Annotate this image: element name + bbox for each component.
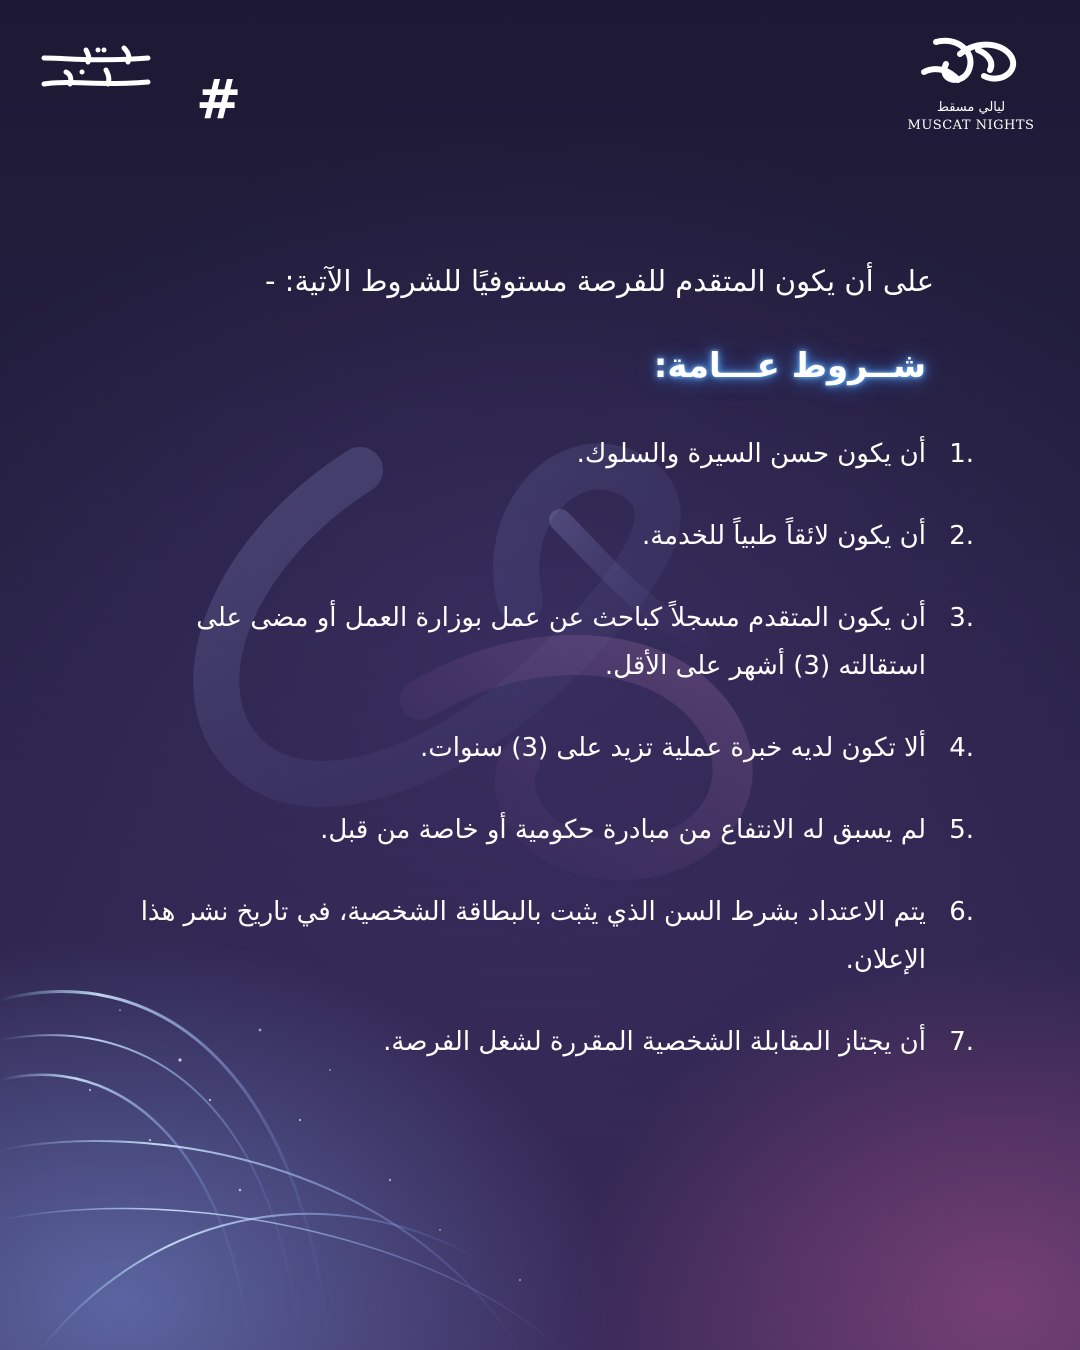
- conditions-list: [110, 430, 974, 1066]
- hashtag-logo: [36, 38, 242, 131]
- list-item-number: 1.: [949, 439, 974, 469]
- intro-text: على أن يكون المتقدم للفرصة مستوفيًا للشروط الآتية: -: [265, 264, 934, 298]
- list-item: [110, 594, 974, 690]
- list-item-text: أن يكون لائقاً طبياً للخدمة.: [641, 521, 926, 551]
- list-item: [110, 806, 974, 854]
- muscat-nights-emblem-icon: [916, 32, 1026, 96]
- list-item-text: لم يسبق له الانتفاع من مبادرة حكومية أو خاصة من قبل.: [320, 815, 926, 845]
- list-item-text: أن يجتاز المقابلة الشخصية المقررة لشغل الفرصة.: [383, 1027, 926, 1057]
- list-item: [110, 430, 974, 478]
- list-item-text: يتم الاعتداد بشرط السن الذي يثبت بالبطاقة الشخصية، في تاريخ نشر هذا الإعلان.: [140, 897, 926, 975]
- section-title: شــروط عـــامة:: [653, 346, 926, 386]
- list-item-number: 5.: [949, 815, 974, 845]
- list-item-number: 7.: [949, 1027, 974, 1057]
- list-item: [110, 888, 974, 984]
- list-item: [110, 1018, 974, 1066]
- list-item-text: أن يكون المتقدم مسجلاً كباحث عن عمل بوزارة العمل أو مضى على استقالته (3) أشهر على الأقل.: [196, 603, 926, 681]
- brand-english-name: MUSCAT NIGHTS: [907, 118, 1035, 133]
- list-item-number: 4.: [949, 733, 974, 763]
- calligraphy-hashtag-logo: [36, 44, 156, 94]
- hashtag-symbol: #: [196, 68, 242, 131]
- list-item-number: 2.: [949, 521, 974, 551]
- list-item-number: 6.: [949, 897, 974, 927]
- brand-arabic-name: ليالي مسقط: [936, 100, 1006, 115]
- list-item-text: ألا تكون لديه خبرة عملية تزيد على (3) سنوات.: [420, 733, 926, 763]
- list-item-number: 3.: [949, 603, 974, 633]
- list-item: [110, 512, 974, 560]
- list-item-text: أن يكون حسن السيرة والسلوك.: [576, 439, 926, 469]
- list-item: [110, 724, 974, 772]
- muscat-nights-logo: [907, 32, 1035, 133]
